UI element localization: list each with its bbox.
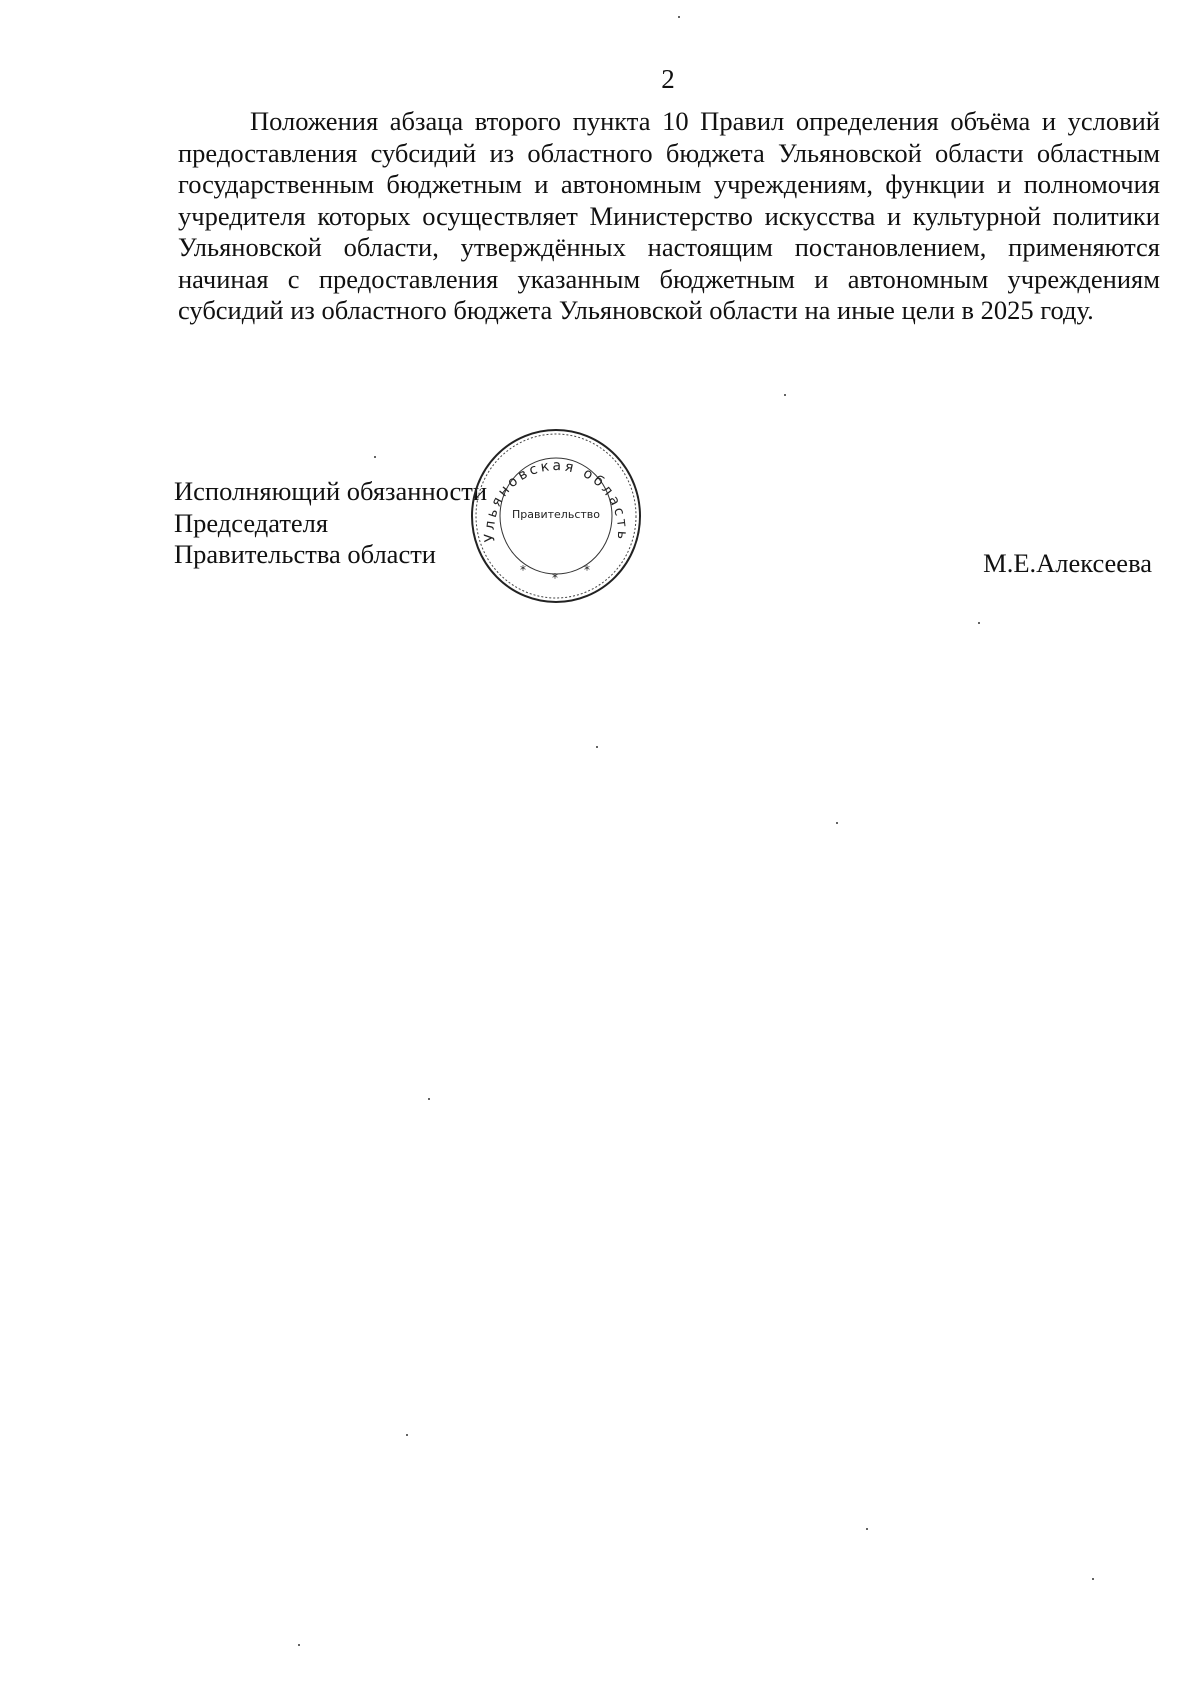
signature-title-line-2: Председателя [174, 507, 329, 538]
page-number: 2 [661, 64, 675, 94]
seal-center-text: Правительство [512, 508, 600, 521]
official-seal-stamp [468, 426, 644, 606]
scan-speck [428, 1098, 430, 1100]
svg-text:*: * [584, 563, 590, 577]
signature-title-line-1: Исполняющий обязанности [174, 476, 488, 506]
scan-speck [596, 746, 598, 748]
signature-block [174, 476, 487, 571]
scan-speck [978, 622, 980, 624]
scan-speck [1092, 1578, 1094, 1580]
svg-text:*: * [520, 563, 526, 577]
scan-speck [784, 394, 786, 396]
signatory-name: М.Е.Алексеева [983, 548, 1152, 578]
scan-speck [836, 822, 838, 824]
scan-speck [374, 456, 376, 458]
scan-speck [678, 16, 680, 18]
seal-outer-text: Ульяновская область [481, 457, 631, 543]
scan-speck [298, 1644, 300, 1646]
body-paragraph: Положения абзаца второго пункта 10 Правил определения объёма и условий предоставления субсидий из областного бюджета Ульяновской области областным государственным бюджетным и автономным учреждениям, функции и полномочия учредителя которых осуществляет Министерство искусства и культурной политики Ульяновской области, утверждённых настоящим постановлением, применяются начиная с предоставления указанным бюджетным и автономным учреждениям субсидий из областного бюджета Ульяновской области на иные цели в 2025 году. [178, 106, 1160, 325]
scan-speck [406, 1434, 408, 1436]
signature-title-line-3: Правительства области [174, 539, 436, 569]
svg-text:Ульяновская область [482, 458, 630, 543]
scan-speck [866, 1528, 868, 1530]
svg-text:*: * [552, 571, 558, 585]
